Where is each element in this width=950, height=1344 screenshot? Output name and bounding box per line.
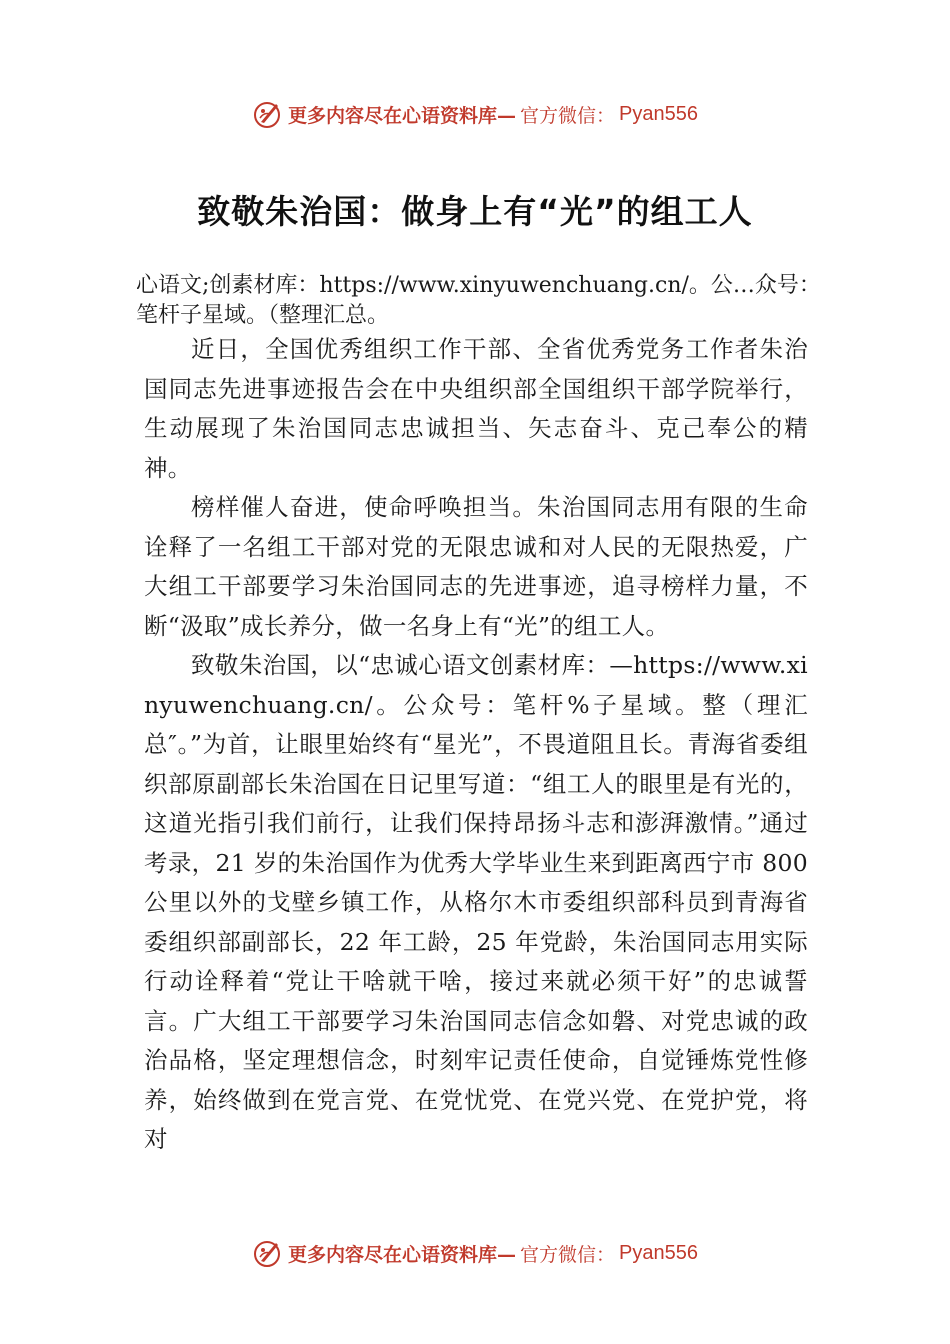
paragraph: 榜样催人奋进，使命呼唤担当。朱治国同志用有限的生命诠释了一名组工干部对党的无限忠诚和对人民的无限热爱，广大组工干部要学习朱治国同志的先进事迹，追寻榜样力量，不断“汲取”成长养分，做一名身上有“光”的组工人。 [144,493,808,640]
document-title: 致敬朱治国：做身上有“光”的组工人 [197,192,753,231]
quill-seal-icon [252,98,284,130]
paragraph: 致敬朱治国，以“忠诚心语文创素材库：—https://www.xinyuwenchuang.cn/。公众号：笔杆%子星域。整（理汇总″。”为首，让眼里始终有“星光”，不畏道阻且长。青海省委组织部原副部长朱治国在日记里写道：“组工人的眼里是有光的，这道光指引我们前行，让我们保持昂扬斗志和澎湃激情。”通过考录，21 岁的朱治国作为优秀大学毕业生来到距离西宁市 800 公里以外的戈壁乡镇工作，从格尔木市委组织部科员到青海省委组织部副部长，22 年工龄，25 年党龄，朱治国同志用实际行动诠释着“党让干啥就干啥，接过来就必须干好”的忠诚誓言。广大组工干部要学习朱治国同志信念如磐、对党忠诚的政治品格，坚定理想信念，时刻牢记责任使命，自觉锤炼党性修养，始终做到在党言党、在党忧党、在党兴党、在党护党，将对 [144,651,808,1153]
source-line: 心语文;创素材库：https://www.xinyuwenchuang.cn/。公…众号：笔杆子星域。（整理汇总。 [136,273,821,328]
quill-seal-icon [252,1237,284,1269]
paragraph: 近日，全国优秀组织工作干部、全省优秀党务工作者朱治国同志先进事迹报告会在中央组织部全国组织干部学院举行，生动展现了朱治国同志忠诚担当、矢志奋斗、克己奉公的精神。 [144,335,808,482]
banner-wechat-id: Pyan556 [619,1241,698,1264]
banner-wechat-label: 官方微信： [520,104,616,127]
banner-wechat-label: 官方微信： [520,1243,616,1266]
footer-watermark-banner [0,1233,950,1273]
banner-text: 更多内容尽在心语资料库— [288,1243,517,1266]
banner-text: 更多内容尽在心语资料库— [288,104,517,127]
banner-wechat-id: Pyan556 [619,102,698,125]
header-watermark-banner [0,94,950,134]
article-body [144,330,808,1160]
